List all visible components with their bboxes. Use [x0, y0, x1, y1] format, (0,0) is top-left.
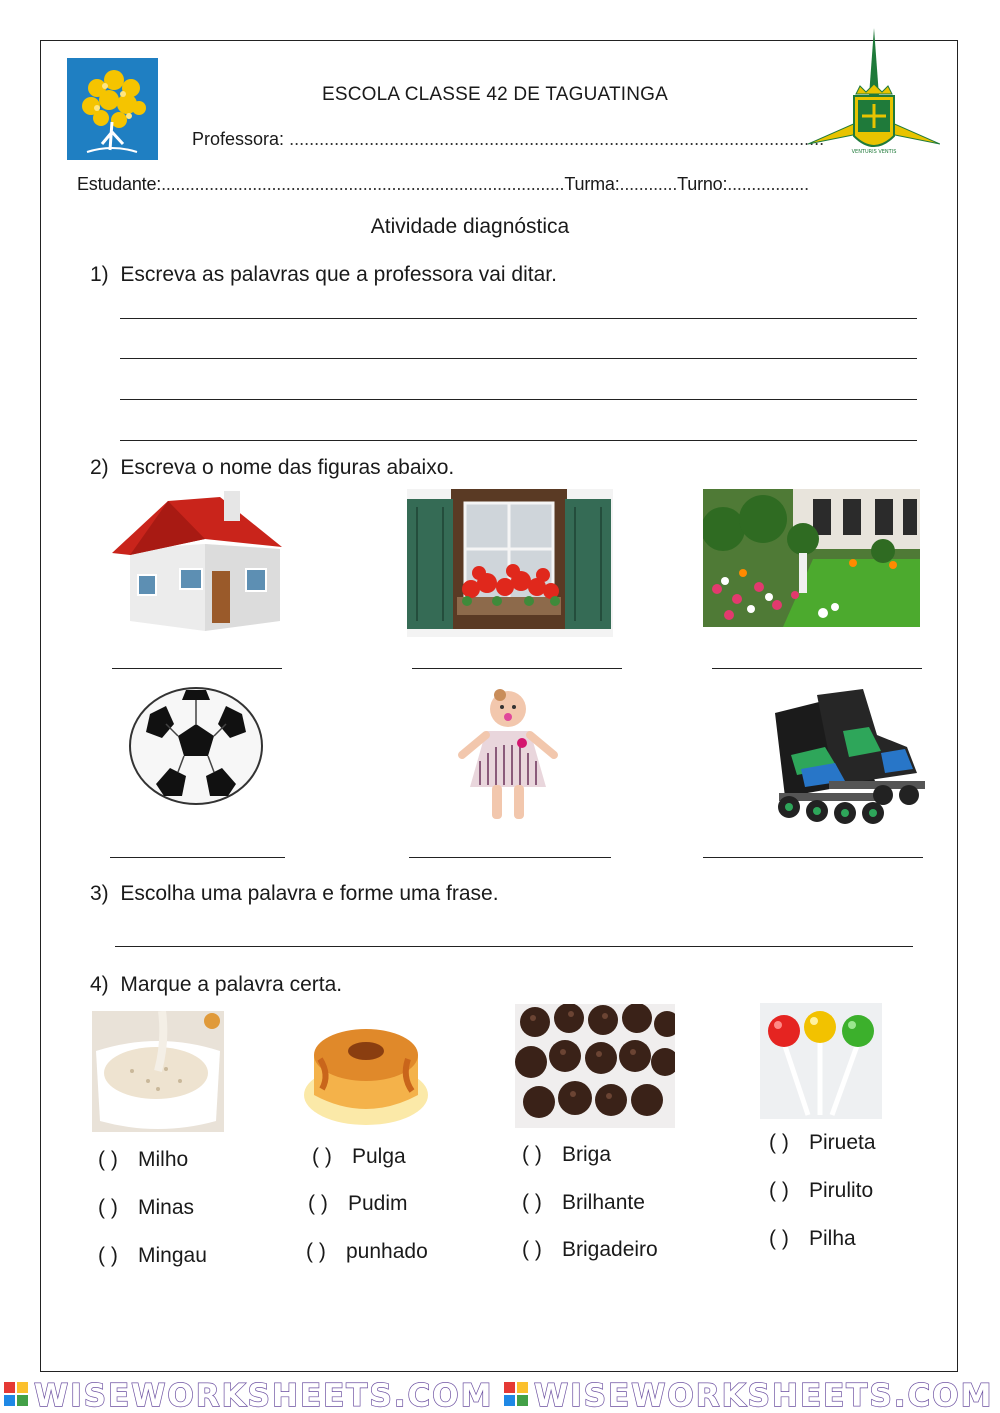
checkbox[interactable]: ( ) — [98, 1196, 118, 1219]
question-2-text: Escreva o nome das figuras abaixo. — [120, 456, 455, 479]
checkbox[interactable]: ( ) — [306, 1240, 326, 1263]
watermark-text: WISEWORKSHEETS.COM — [534, 1378, 994, 1413]
student-line — [77, 174, 809, 195]
option-item[interactable] — [522, 1143, 611, 1167]
question-2-number: 2) — [90, 456, 109, 479]
option-item[interactable] — [769, 1227, 856, 1251]
answer-line[interactable] — [409, 857, 611, 858]
answer-line[interactable] — [120, 358, 917, 359]
teacher-label: Professora: — [192, 129, 285, 149]
answer-line[interactable] — [112, 668, 282, 669]
option-label: Pirueta — [809, 1131, 876, 1154]
question-1 — [90, 263, 557, 287]
answer-line[interactable] — [110, 857, 285, 858]
watermark-logo-icon — [4, 1382, 28, 1406]
window-picture — [407, 489, 613, 637]
checkbox[interactable]: ( ) — [312, 1145, 332, 1168]
answer-line[interactable] — [120, 318, 917, 319]
watermark-text: WISEWORKSHEETS.COM — [34, 1378, 494, 1413]
option-label: Brigadeiro — [562, 1238, 658, 1261]
question-4-text: Marque a palavra certa. — [120, 973, 343, 996]
watermark-logo-icon — [504, 1382, 528, 1406]
question-4 — [90, 973, 342, 997]
crest-motto: VENTURIS VENTIS — [851, 149, 897, 155]
answer-line[interactable] — [120, 399, 917, 400]
shift-field[interactable]: ................. — [727, 174, 809, 194]
option-label: Minas — [138, 1196, 195, 1219]
option-label: Milho — [138, 1148, 189, 1171]
option-label: Brilhante — [562, 1191, 645, 1214]
pudding-picture — [300, 1005, 432, 1130]
soccer-ball-picture — [126, 684, 266, 808]
porridge-picture — [92, 1011, 224, 1132]
house-picture — [110, 489, 292, 637]
option-item[interactable] — [312, 1145, 406, 1169]
class-field[interactable]: ............ — [619, 174, 678, 194]
question-1-number: 1) — [90, 263, 109, 286]
option-label: punhado — [346, 1240, 428, 1263]
student-field[interactable]: .................................................................................... — [161, 174, 565, 194]
question-2 — [90, 456, 454, 480]
option-label: Mingau — [138, 1244, 207, 1267]
school-name: ESCOLA CLASSE 42 DE TAGUATINGA — [322, 84, 669, 105]
answer-line[interactable] — [120, 440, 917, 441]
lollipop-picture — [760, 1003, 882, 1119]
teacher-line — [192, 129, 824, 150]
answer-line[interactable] — [115, 946, 913, 947]
question-1-text: Escreva as palavras que a professora vai ditar. — [120, 263, 557, 286]
option-label: Pudim — [348, 1192, 408, 1215]
option-label: Pirulito — [809, 1179, 874, 1202]
activity-title: Atividade diagnóstica — [370, 215, 570, 238]
garden-picture — [703, 489, 920, 627]
checkbox[interactable]: ( ) — [769, 1227, 789, 1250]
checkbox[interactable]: ( ) — [308, 1192, 328, 1215]
student-label: Estudante: — [77, 174, 162, 194]
option-item[interactable] — [308, 1192, 408, 1216]
question-4-number: 4) — [90, 973, 109, 996]
checkbox[interactable]: ( ) — [522, 1191, 542, 1214]
roller-skates-picture — [745, 685, 928, 835]
watermark-banner — [0, 1376, 1000, 1413]
class-label: Turma: — [564, 174, 620, 194]
doll-picture — [450, 681, 566, 829]
option-label: Briga — [562, 1143, 612, 1166]
school-logo — [67, 58, 158, 160]
shift-label: Turno: — [677, 174, 728, 194]
option-item[interactable] — [522, 1238, 658, 1262]
option-item[interactable] — [98, 1148, 188, 1172]
option-item[interactable] — [98, 1196, 194, 1220]
option-label: Pilha — [809, 1227, 856, 1250]
checkbox[interactable]: ( ) — [769, 1179, 789, 1202]
checkbox[interactable]: ( ) — [98, 1244, 118, 1267]
answer-line[interactable] — [703, 857, 923, 858]
answer-line[interactable] — [712, 668, 922, 669]
teacher-field[interactable]: ........................................................................................................... — [289, 129, 825, 149]
question-3-number: 3) — [90, 882, 109, 905]
checkbox[interactable]: ( ) — [98, 1148, 118, 1171]
answer-line[interactable] — [412, 668, 622, 669]
option-item[interactable] — [522, 1191, 645, 1215]
option-item[interactable] — [306, 1240, 428, 1264]
option-label: Pulga — [352, 1145, 406, 1168]
question-3 — [90, 882, 499, 906]
crest-emblem — [808, 26, 940, 160]
question-3-text: Escolha uma palavra e forme uma frase. — [120, 882, 499, 905]
checkbox[interactable]: ( ) — [769, 1131, 789, 1154]
option-item[interactable] — [98, 1244, 207, 1268]
option-item[interactable] — [769, 1179, 873, 1203]
option-item[interactable] — [769, 1131, 876, 1155]
checkbox[interactable]: ( ) — [522, 1143, 542, 1166]
brigadeiro-picture — [515, 1004, 675, 1128]
checkbox[interactable]: ( ) — [522, 1238, 542, 1261]
